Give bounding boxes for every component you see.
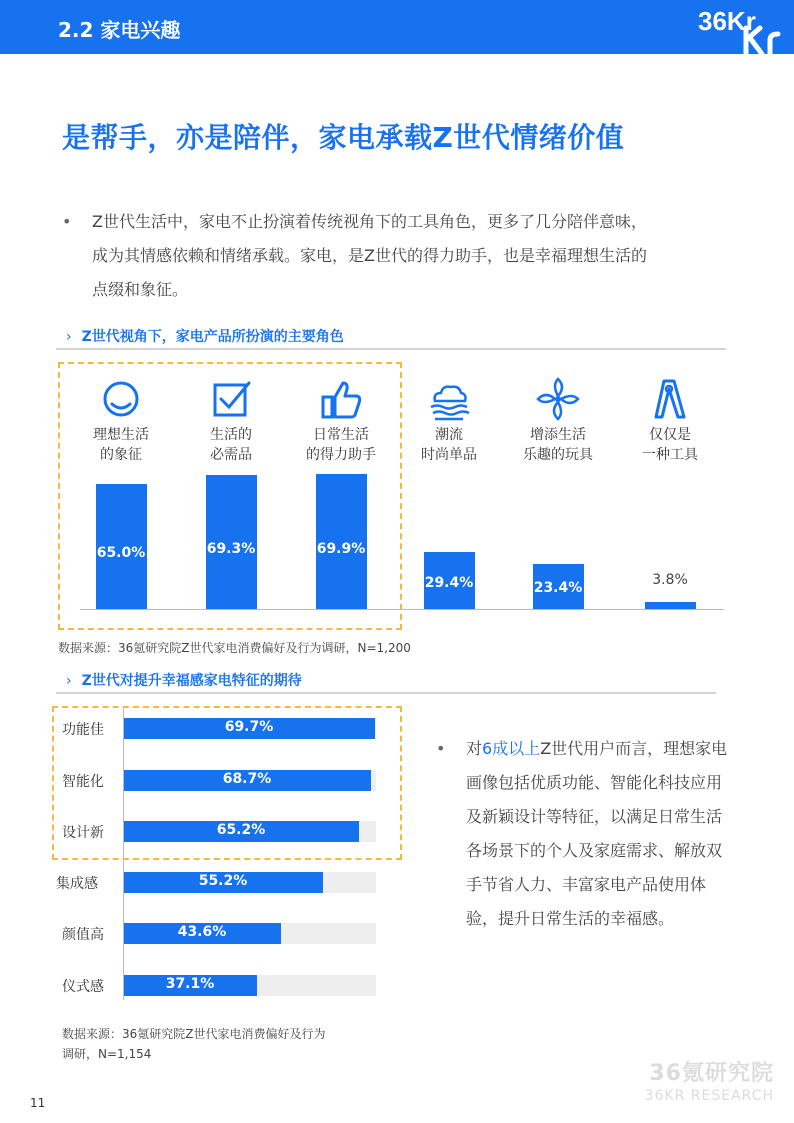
category-label: 的象征 — [100, 447, 142, 463]
main-heading: 是帮手，亦是陪伴，家电承载Z世代情绪价值 — [62, 121, 625, 154]
thumbs-up-icon — [319, 377, 363, 421]
side-text-highlight: 6成以上 — [482, 739, 541, 758]
intro-line-3: 点缀和象征。 — [92, 280, 189, 299]
category-label: 仪式感 — [62, 979, 104, 995]
category-label: 必需品 — [210, 447, 252, 463]
section-title: 2.2 家电兴趣 — [58, 18, 181, 42]
chart1-title-text: Z世代视角下，家电产品所扮演的主要角色 — [81, 329, 344, 345]
category-label: 生活的 — [210, 427, 252, 443]
category-label: 潮流 — [435, 427, 463, 443]
category-label: 仅仅是 — [649, 427, 691, 443]
intro-line-1: Z世代生活中，家电不止扮演着传统视角下的工具角色，更多了几分陪伴意味， — [92, 212, 647, 231]
chart2-title-rule — [56, 692, 716, 694]
data-label: 37.1% — [165, 976, 215, 992]
category-label: 理想生活 — [93, 427, 149, 443]
data-label: 69.3% — [206, 541, 256, 558]
intro-line-2: 成为其情感依赖和情绪承载。家电，是Z世代的得力助手，也是幸福理想生活的 — [92, 246, 647, 265]
chart2-source-line-2: 调研，N=1,154 — [62, 1047, 152, 1061]
chevron-right-icon: › — [66, 329, 72, 345]
data-label: 69.7% — [224, 719, 274, 735]
data-label: 69.9% — [316, 540, 366, 557]
bar — [645, 602, 696, 609]
watermark-cn: 36氪研究院 — [649, 1061, 774, 1086]
chart2-source-line-1: 数据来源：36氪研究院Z世代家电消费偏好及行为 — [62, 1027, 326, 1041]
data-label: 65.2% — [216, 822, 266, 838]
data-label: 29.4% — [424, 574, 474, 591]
data-label: 65.0% — [96, 545, 146, 561]
category-label: 功能佳 — [62, 722, 104, 738]
checkbox-icon — [209, 377, 253, 421]
category-label: 增添生活 — [530, 427, 586, 443]
data-label: 23.4% — [533, 580, 583, 597]
data-label: 43.6% — [177, 924, 227, 940]
side-bullet — [436, 732, 736, 936]
logo-text: 36Kr — [698, 6, 756, 36]
pinwheel-fan-icon — [536, 377, 580, 421]
tongs-icon — [648, 377, 692, 421]
category-label: 集成感 — [56, 876, 98, 892]
category-label: 智能化 — [62, 774, 104, 790]
chart2-axis — [123, 706, 124, 1000]
chart1-title-rule — [56, 348, 726, 350]
page-number: 11 — [30, 1096, 46, 1110]
category-label: 的得力助手 — [306, 447, 376, 463]
chart1-source: 数据来源：36氪研究院Z世代家电消费偏好及行为调研，N=1,200 — [58, 641, 411, 655]
cloud-wave-icon — [427, 377, 471, 421]
category-label: 日常生活 — [313, 427, 369, 443]
category-label: 时尚单品 — [421, 447, 477, 463]
chevron-right-icon: › — [66, 673, 72, 689]
chart1-title — [66, 326, 344, 346]
data-label: 55.2% — [198, 873, 248, 889]
category-label: 一种工具 — [642, 447, 698, 463]
circle-smile-icon — [99, 377, 143, 421]
category-label: 乐趣的玩具 — [523, 447, 593, 463]
side-text-pre: 对 — [466, 739, 483, 758]
category-label: 颜值高 — [62, 927, 104, 943]
watermark-en: 36KR RESEARCH — [644, 1088, 774, 1104]
bullet-dot: • — [62, 212, 72, 231]
data-label: 3.8% — [652, 572, 688, 588]
chart2-title-text: Z世代对提升幸福感家电特征的期待 — [81, 673, 302, 689]
category-label: 设计新 — [62, 825, 104, 841]
chart2-title — [66, 670, 302, 690]
brand-logo — [684, 0, 794, 54]
bullet-dot: • — [436, 739, 446, 758]
side-bullet-text — [436, 732, 736, 936]
chart2-source — [62, 1024, 392, 1064]
side-text-rest: Z世代用户而言，理想家电画像包括优质功能、智能化科技应用及新颖设计等特征，以满足日常生活各场景下的个人及家庭需求、解放双手节省人力、丰富家电产品使用体验，提升日常生活的幸福感。 — [466, 739, 728, 928]
intro-bullet — [62, 205, 752, 307]
chart1-baseline — [80, 609, 724, 610]
data-label: 68.7% — [222, 771, 272, 787]
